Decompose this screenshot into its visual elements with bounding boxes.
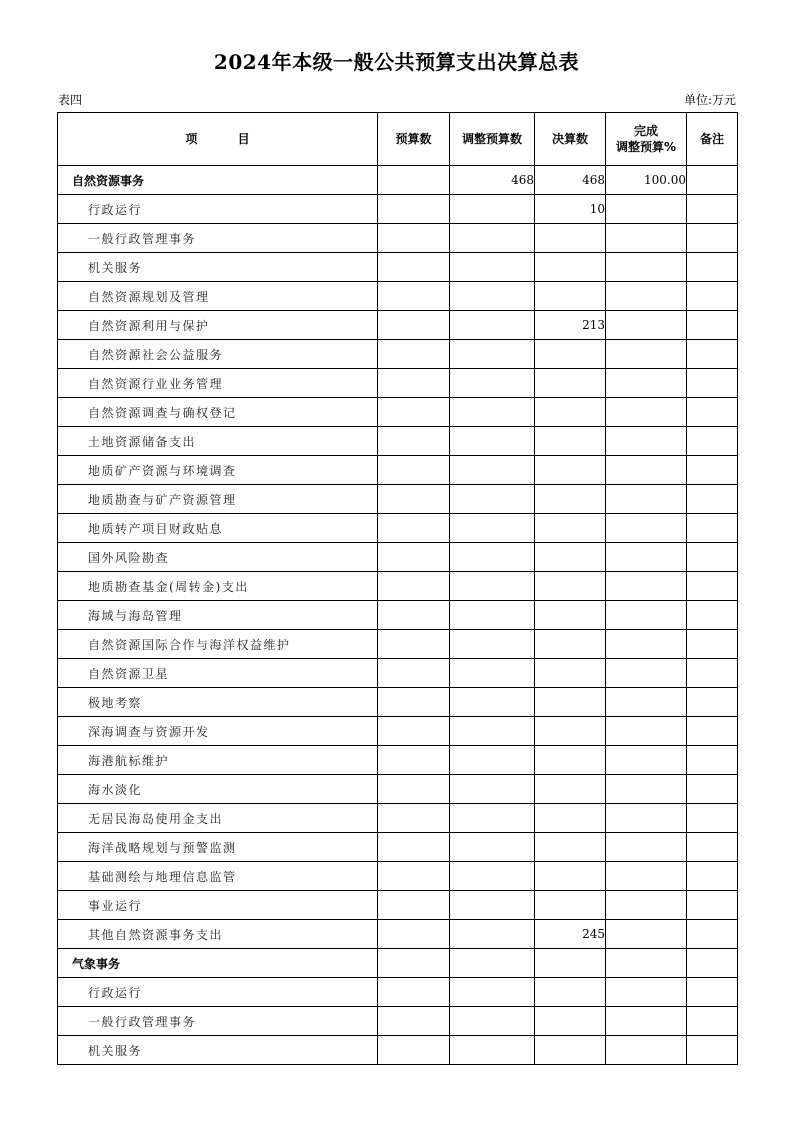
final-cell [535,1007,606,1036]
table-row [58,775,738,804]
header-budget: 预算数 [378,113,450,166]
adjusted-budget-cell [450,775,535,804]
item-name-cell: 国外风险勘查 [58,543,378,572]
completion-rate-cell [606,804,687,833]
note-cell [687,369,738,398]
note-cell [687,833,738,862]
note-cell [687,630,738,659]
adjusted-budget-cell [450,920,535,949]
item-name-cell: 自然资源调查与确权登记 [58,398,378,427]
table-row [58,746,738,775]
budget-cell [378,340,450,369]
table-row [58,572,738,601]
final-cell [535,485,606,514]
budget-table [57,112,738,1065]
completion-rate-cell [606,688,687,717]
budget-cell [378,282,450,311]
final-cell [535,717,606,746]
table-row [58,427,738,456]
final-cell: 213 [535,311,606,340]
final-cell [535,630,606,659]
table-row [58,717,738,746]
note-cell [687,572,738,601]
adjusted-budget-cell [450,804,535,833]
adjusted-budget-cell [450,949,535,978]
budget-cell [378,978,450,1007]
budget-cell [378,427,450,456]
table-row [58,398,738,427]
completion-rate-cell [606,311,687,340]
completion-rate-cell [606,978,687,1007]
budget-cell [378,456,450,485]
adjusted-budget-cell [450,311,535,340]
note-cell [687,920,738,949]
budget-cell [378,949,450,978]
header-completion-line1: 完成 [633,124,658,138]
note-cell [687,862,738,891]
final-cell [535,949,606,978]
final-cell [535,456,606,485]
final-cell [535,572,606,601]
budget-cell [378,398,450,427]
completion-rate-cell [606,833,687,862]
table-row [58,688,738,717]
header-completion-rate [606,113,687,166]
note-cell [687,166,738,195]
header-note: 备注 [687,113,738,166]
note-cell [687,1036,738,1065]
completion-rate-cell [606,572,687,601]
category-row [58,166,738,195]
adjusted-budget-cell [450,253,535,282]
note-cell [687,311,738,340]
table-row [58,224,738,253]
budget-cell [378,1007,450,1036]
note-cell [687,688,738,717]
item-name-cell: 基础测绘与地理信息监管 [58,862,378,891]
note-cell [687,340,738,369]
completion-rate-cell [606,1007,687,1036]
budget-cell [378,601,450,630]
adjusted-budget-cell [450,1036,535,1065]
item-name-cell: 自然资源利用与保护 [58,311,378,340]
adjusted-budget-cell [450,340,535,369]
note-cell [687,1007,738,1036]
final-cell: 245 [535,920,606,949]
completion-rate-cell [606,427,687,456]
adjusted-budget-cell [450,1007,535,1036]
adjusted-budget-cell [450,282,535,311]
budget-cell [378,166,450,195]
note-cell [687,456,738,485]
item-name-cell: 无居民海岛使用金支出 [58,804,378,833]
table-row [58,369,738,398]
adjusted-budget-cell [450,224,535,253]
adjusted-budget-cell [450,195,535,224]
item-name-cell: 海洋战略规划与预警监测 [58,833,378,862]
final-cell [535,224,606,253]
item-name-cell: 自然资源规划及管理 [58,282,378,311]
note-cell [687,514,738,543]
budget-cell [378,630,450,659]
note-cell [687,224,738,253]
completion-rate-cell [606,920,687,949]
final-cell [535,746,606,775]
budget-cell [378,195,450,224]
adjusted-budget-cell [450,543,535,572]
table-row [58,920,738,949]
completion-rate-cell [606,949,687,978]
item-name-cell: 自然资源社会公益服务 [58,340,378,369]
budget-cell [378,775,450,804]
adjusted-budget-cell [450,572,535,601]
budget-cell [378,891,450,920]
table-row [58,804,738,833]
note-cell [687,717,738,746]
item-name-cell: 地质勘查与矿产资源管理 [58,485,378,514]
final-cell [535,398,606,427]
completion-rate-cell [606,195,687,224]
budget-cell [378,1036,450,1065]
completion-rate-cell [606,398,687,427]
final-cell [535,833,606,862]
item-name-cell: 地质转产项目财政贴息 [58,514,378,543]
budget-cell [378,311,450,340]
completion-rate-cell [606,1036,687,1065]
final-cell [535,688,606,717]
adjusted-budget-cell [450,369,535,398]
final-cell [535,862,606,891]
adjusted-budget-cell [450,717,535,746]
table-row [58,485,738,514]
item-name-cell: 极地考察 [58,688,378,717]
header-final: 决算数 [535,113,606,166]
adjusted-budget-cell [450,485,535,514]
table-row [58,543,738,572]
completion-rate-cell [606,456,687,485]
table-row [58,340,738,369]
budget-cell [378,862,450,891]
completion-rate-cell [606,891,687,920]
final-cell [535,543,606,572]
completion-rate-cell [606,601,687,630]
final-cell [535,891,606,920]
table-row [58,659,738,688]
adjusted-budget-cell [450,456,535,485]
adjusted-budget-cell [450,659,535,688]
budget-cell [378,746,450,775]
item-name-cell: 其他自然资源事务支出 [58,920,378,949]
note-cell [687,427,738,456]
item-name-cell: 机关服务 [58,1036,378,1065]
budget-cell [378,688,450,717]
final-cell: 468 [535,166,606,195]
table-row [58,282,738,311]
item-name-cell: 自然资源事务 [58,166,378,195]
adjusted-budget-cell [450,978,535,1007]
item-name-cell: 深海调查与资源开发 [58,717,378,746]
completion-rate-cell [606,369,687,398]
item-name-cell: 海水淡化 [58,775,378,804]
completion-rate-cell [606,543,687,572]
item-name-cell: 海港航标维护 [58,746,378,775]
note-cell [687,601,738,630]
table-row [58,456,738,485]
adjusted-budget-cell [450,746,535,775]
table-row [58,630,738,659]
completion-rate-cell [606,746,687,775]
table-body [58,166,738,1065]
completion-rate-cell [606,862,687,891]
table-header [58,113,738,166]
budget-cell [378,514,450,543]
final-cell [535,978,606,1007]
item-name-cell: 海域与海岛管理 [58,601,378,630]
item-name-cell: 事业运行 [58,891,378,920]
note-cell [687,804,738,833]
table-row [58,514,738,543]
table-row [58,978,738,1007]
final-cell: 10 [535,195,606,224]
budget-cell [378,833,450,862]
item-name-cell: 行政运行 [58,195,378,224]
adjusted-budget-cell [450,514,535,543]
final-cell [535,1036,606,1065]
table-row [58,195,738,224]
item-name-cell: 自然资源行业业务管理 [58,369,378,398]
budget-cell [378,717,450,746]
note-cell [687,746,738,775]
item-name-cell: 行政运行 [58,978,378,1007]
final-cell [535,514,606,543]
item-name-cell: 一般行政管理事务 [58,1007,378,1036]
budget-cell [378,253,450,282]
budget-cell [378,572,450,601]
final-cell [535,369,606,398]
final-cell [535,804,606,833]
completion-rate-cell [606,775,687,804]
table-row [58,311,738,340]
unit-label: 单位:万元 [683,93,736,107]
final-cell [535,340,606,369]
completion-rate-cell [606,514,687,543]
note-cell [687,949,738,978]
budget-cell [378,804,450,833]
header-adjusted-budget: 调整预算数 [450,113,535,166]
completion-rate-cell: 100.00 [606,166,687,195]
item-name-cell: 一般行政管理事务 [58,224,378,253]
completion-rate-cell [606,659,687,688]
final-cell [535,601,606,630]
table-label: 表四 [58,93,83,107]
final-cell [535,659,606,688]
note-cell [687,485,738,514]
adjusted-budget-cell [450,688,535,717]
item-name-cell: 地质矿产资源与环境调查 [58,456,378,485]
item-name-cell: 机关服务 [58,253,378,282]
document-title: 2024年本级一般公共预算支出决算总表 [213,50,580,74]
adjusted-budget-cell [450,398,535,427]
note-cell [687,891,738,920]
budget-cell [378,485,450,514]
completion-rate-cell [606,224,687,253]
item-name-cell: 土地资源储备支出 [58,427,378,456]
table-row [58,253,738,282]
item-name-cell: 自然资源卫星 [58,659,378,688]
final-cell [535,253,606,282]
completion-rate-cell [606,282,687,311]
note-cell [687,659,738,688]
table-row [58,862,738,891]
item-name-cell: 地质勘查基金(周转金)支出 [58,572,378,601]
note-cell [687,978,738,1007]
header-row [58,113,738,166]
adjusted-budget-cell [450,891,535,920]
budget-cell [378,543,450,572]
header-completion-line2: 调整预算% [615,140,677,154]
adjusted-budget-cell [450,601,535,630]
adjusted-budget-cell [450,427,535,456]
table-row [58,1036,738,1065]
adjusted-budget-cell [450,833,535,862]
completion-rate-cell [606,630,687,659]
budget-cell [378,659,450,688]
item-name-cell: 自然资源国际合作与海洋权益维护 [58,630,378,659]
adjusted-budget-cell: 468 [450,166,535,195]
table-row [58,1007,738,1036]
adjusted-budget-cell [450,630,535,659]
completion-rate-cell [606,340,687,369]
budget-cell [378,369,450,398]
header-item: 项 目 [58,113,378,166]
note-cell [687,775,738,804]
completion-rate-cell [606,485,687,514]
final-cell [535,427,606,456]
table-row [58,833,738,862]
table-row [58,601,738,630]
final-cell [535,775,606,804]
budget-cell [378,224,450,253]
budget-cell [378,920,450,949]
note-cell [687,282,738,311]
note-cell [687,253,738,282]
table-row [58,891,738,920]
item-name-cell: 气象事务 [58,949,378,978]
note-cell [687,195,738,224]
note-cell [687,543,738,572]
category-row [58,949,738,978]
adjusted-budget-cell [450,862,535,891]
note-cell [687,398,738,427]
final-cell [535,282,606,311]
completion-rate-cell [606,253,687,282]
completion-rate-cell [606,717,687,746]
